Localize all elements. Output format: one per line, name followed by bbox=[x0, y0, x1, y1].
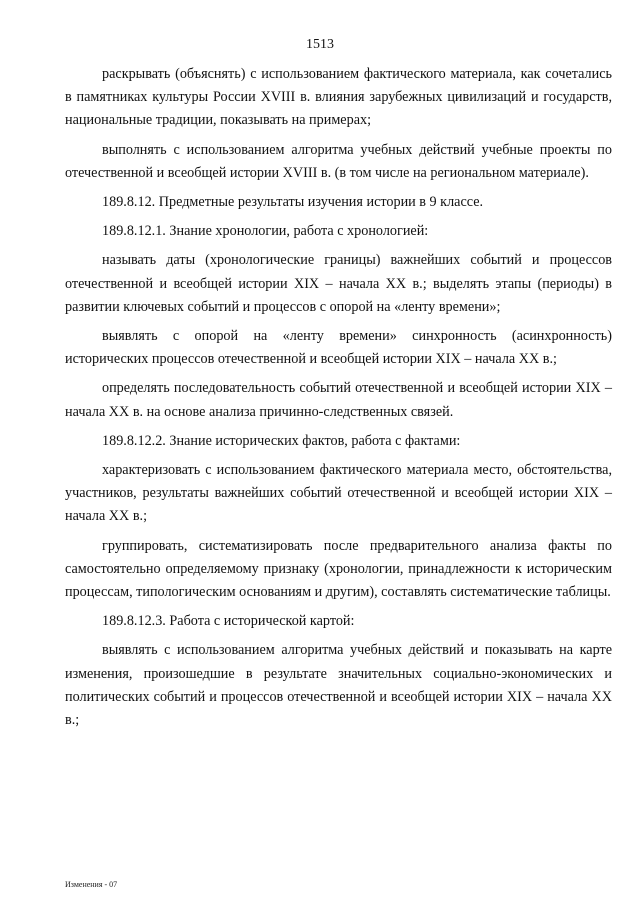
paragraph-projects: выполнять с использованием алгоритма учебных действий учебные проекты по отечественной и всеобщей истории XVIII в. (в том числе на региональном материале). bbox=[65, 141, 612, 181]
paragraph-group-facts: группировать, систематизировать после предварительного анализа факты по самостоятельно определяемому признаку (хронологии, принадлежности к историческим процессам, типологическим основаниям и другим), составлять систематические таблицы. bbox=[65, 537, 612, 601]
subsection-heading-facts: 189.8.12.2. Знание исторических фактов, работа с фактами: bbox=[102, 432, 461, 449]
footer-revision: Изменения - 07 bbox=[65, 880, 118, 889]
paragraph-map-changes: выявлять с использованием алгоритма учебных действий и показывать на карте изменения, произошедшие в результате значительных социально-экономических и политических событий и процессов отечественной и всеобщей истории XIX – начала XX в.; bbox=[65, 642, 612, 729]
paragraph-characterize: характеризовать с использованием фактического материала место, обстоятельства, участников, результаты важнейших событий отечественной и всеобщей истории XIX – начала XX в.; bbox=[65, 462, 612, 525]
subsection-heading-chronology: 189.8.12.1. Знание хронологии, работа с хронологией: bbox=[102, 223, 429, 240]
paragraph-synchronicity: выявлять с опорой на «ленту времени» синхронность (асинхронность) исторических процессов отечественной и всеобщей истории XIX – начала XX в.; bbox=[65, 328, 612, 368]
paragraph-sequence: определять последовательность событий отечественной и всеобщей истории XIX – начала XX в. на основе анализа причинно-следственных связей. bbox=[65, 380, 612, 420]
section-heading-grade9: 189.8.12. Предметные результаты изучения истории в 9 классе. bbox=[102, 194, 484, 211]
paragraph-culture-influences: раскрывать (объяснять) с использованием фактического материала, как сочетались в памятниках культуры России XVIII в. влияния зарубежных цивилизаций и государств, национальные традиции, показывать на примерах; bbox=[65, 66, 612, 129]
paragraph-name-dates: называть даты (хронологические границы) важнейших событий и процессов отечественной и всеобщей истории XIX – начала XX в.; выделять этапы (периоды) в развитии ключевых событий и процессов с опорой на «ленту времени»; bbox=[65, 252, 612, 315]
document-body bbox=[65, 63, 612, 738]
page-number: 1513 bbox=[306, 37, 334, 52]
subsection-heading-map: 189.8.12.3. Работа с исторической картой: bbox=[102, 613, 355, 630]
